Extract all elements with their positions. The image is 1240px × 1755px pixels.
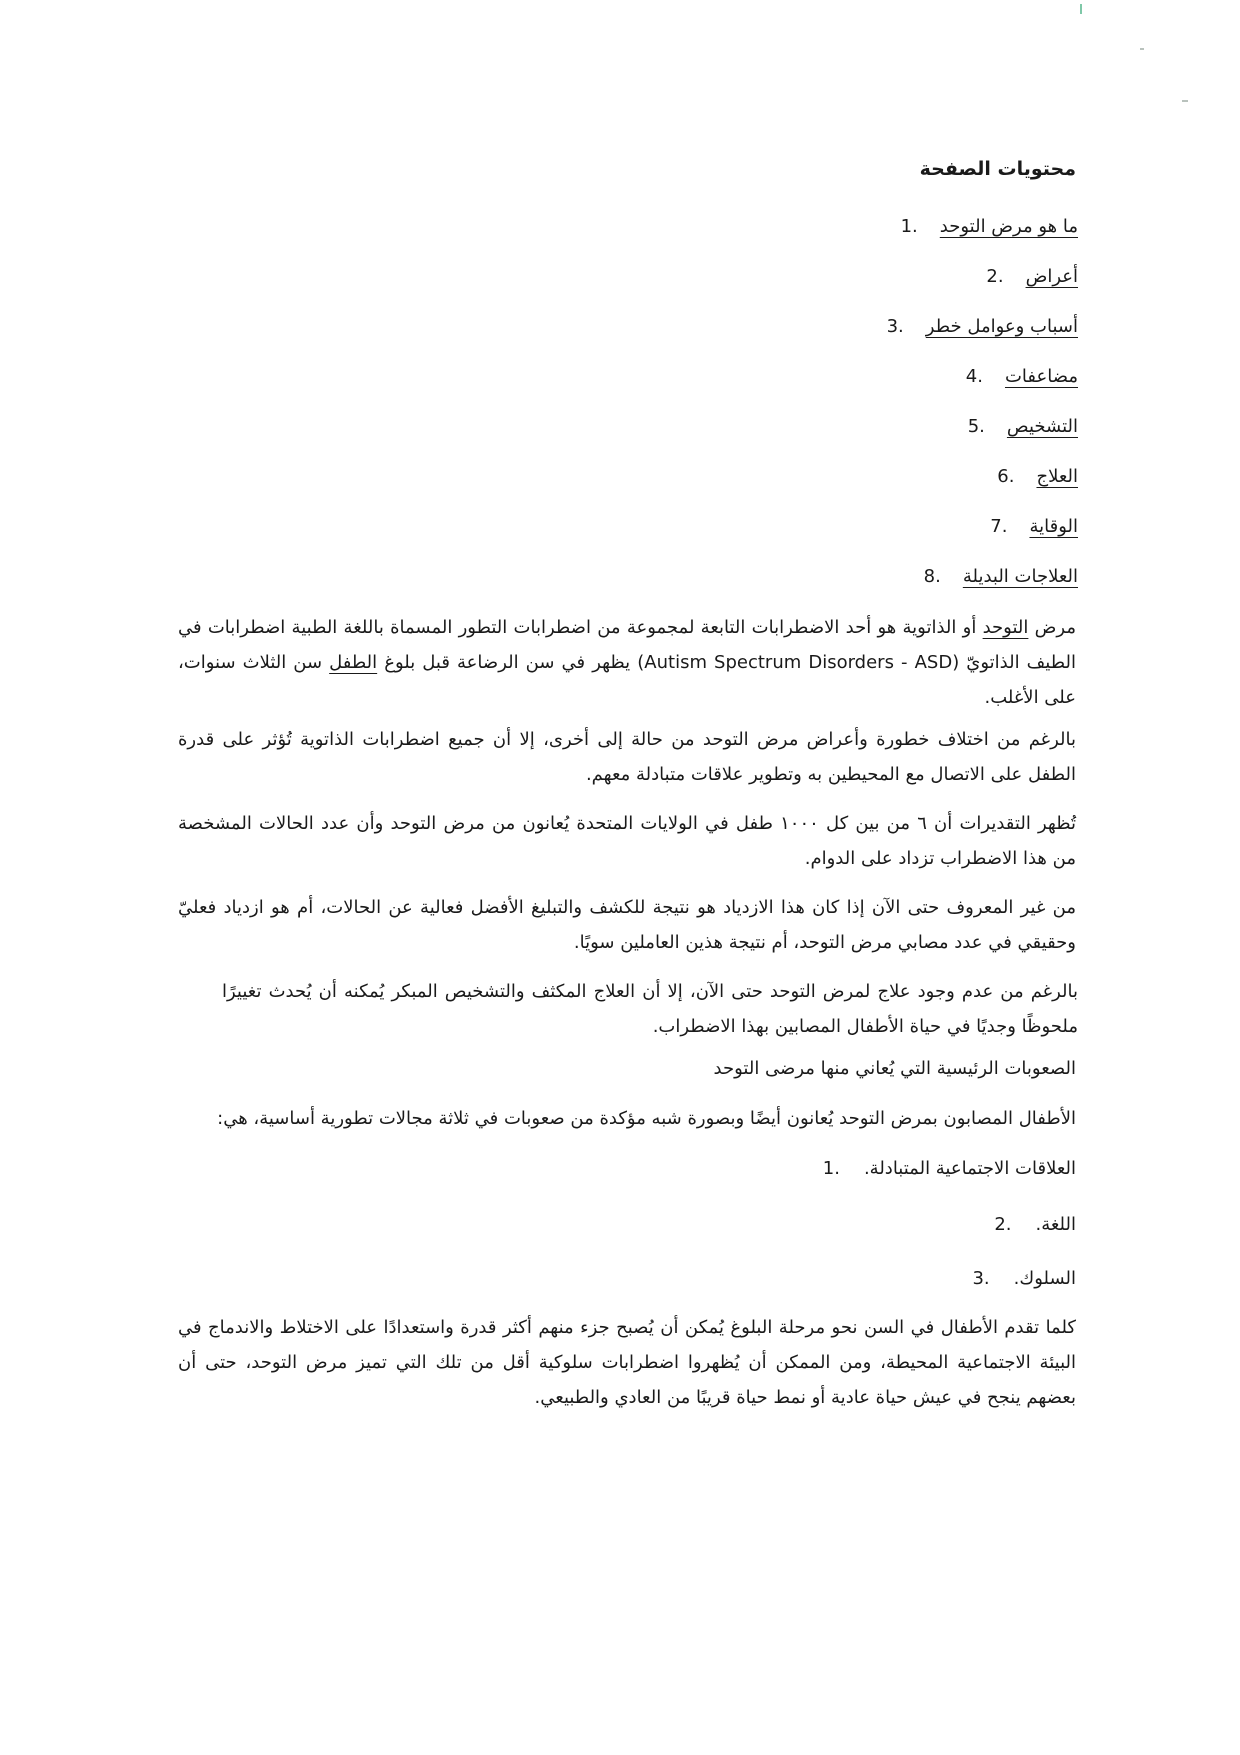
area-item-number: 2. (994, 1214, 1012, 1235)
toc-item-link[interactable]: ما هو مرض التوحد (939, 216, 1078, 237)
toc-item-link[interactable]: أسباب وعوامل خطر (925, 316, 1078, 337)
toc-item-link[interactable]: أعراض (1025, 266, 1078, 287)
scan-speck (1080, 4, 1082, 14)
toc-item-6[interactable] (997, 466, 1078, 487)
area-item-label: السلوك. (1013, 1268, 1076, 1289)
toc-item-link[interactable]: العلاج (1036, 466, 1078, 487)
area-item-label: اللغة. (1035, 1214, 1076, 1235)
toc-item-4[interactable] (966, 366, 1078, 387)
toc-title: محتويات الصفحة (919, 158, 1076, 180)
area-item-1 (823, 1158, 1076, 1179)
autism-link[interactable]: التوحد (982, 617, 1029, 638)
toc-item-8[interactable] (924, 566, 1078, 587)
toc-item-number: 8. (923, 566, 941, 587)
intro-text: أو الذاتوية هو أحد الاضطرابات التابعة لمجموعة من اضطرابات التطور المسماة باللغة الطبية اضطرابات في الطيف الذاتويّ (Autism Spectrum Disorders - ASD) يظهر في سن الرضاعة قبل بلوغ (178, 617, 1076, 673)
paragraph-increase: من غير المعروف حتى الآن إذا كان هذا الازدياد هو نتيجة للكشف والتبليغ الأفضل فعالية عن الحالات، أم هو ازدياد فعليّ وحقيقي في عدد مصابي مرض التوحد، أم نتيجة هذين العاملين سويًا. (178, 897, 1076, 953)
toc-item-link[interactable]: مضاعفات (1004, 366, 1078, 387)
toc-item-2[interactable] (986, 266, 1078, 287)
toc-item-1[interactable] (901, 216, 1078, 237)
scan-speck (1140, 48, 1144, 50)
paragraph-treatment: بالرغم من عدم وجود علاج لمرض التوحد حتى الآن، إلا أن العلاج المكثف والتشخيص المبكر يُمكنه أن يُحدث تغييرًا ملحوظًا وجديًا في حياة الأطفال المصابين بهذا الاضطراب. (222, 981, 1078, 1037)
paragraph-severity: بالرغم من اختلاف خطورة وأعراض مرض التوحد من حالة إلى أخرى، إلا أن جميع اضطرابات الذاتوية تُؤثر على قدرة الطفل على الاتصال مع المحيطين به وتطوير علاقات متبادلة معهم. (178, 729, 1076, 785)
area-item-3 (972, 1268, 1076, 1289)
toc-item-number: 2. (986, 266, 1004, 287)
area-item-label: العلاقات الاجتماعية المتبادلة. (863, 1158, 1076, 1179)
section-heading: الصعوبات الرئيسية التي يُعاني منها مرضى التوحد (713, 1058, 1076, 1079)
toc-item-link[interactable]: التشخيص (1006, 416, 1078, 437)
area-item-2 (994, 1214, 1076, 1235)
area-item-number: 3. (972, 1268, 990, 1289)
toc-item-number: 7. (990, 516, 1008, 537)
area-item-number: 1. (822, 1158, 840, 1179)
toc-item-link[interactable]: العلاجات البديلة (962, 566, 1078, 587)
toc-item-number: 1. (900, 216, 918, 237)
intro-paragraph (178, 610, 1076, 715)
toc-item-link[interactable]: الوقاية (1029, 516, 1078, 537)
toc-item-7[interactable] (990, 516, 1078, 537)
paragraph-adulthood: كلما تقدم الأطفال في السن نحو مرحلة البلوغ يُمكن أن يُصبح جزء منهم أكثر قدرة واستعدادًا على الاختلاط والاندماج في البيئة الاجتماعية المحيطة، ومن الممكن أن يُظهروا اضطرابات سلوكية أقل من تلك التي تميز مرض التوحد، حتى أن بعضهم ينجح في عيش حياة عادية أو نمط حياة قريبًا من العادي والطبيعي. (178, 1317, 1076, 1408)
toc-item-3[interactable] (887, 316, 1078, 337)
toc-item-number: 6. (997, 466, 1015, 487)
paragraph-statistics: تُظهر التقديرات أن ٦ من بين كل ١٠٠٠ طفل في الولايات المتحدة يُعانون من مرض التوحد وأن عدد الحالات المشخصة من هذا الاضطراب تزداد على الدوام. (178, 813, 1077, 869)
section-lead: الأطفال المصابون بمرض التوحد يُعانون أيضًا وبصورة شبه مؤكدة من صعوبات في ثلاثة مجالات تطورية أساسية، هي: (217, 1108, 1076, 1129)
child-link[interactable]: الطفل (329, 652, 378, 673)
toc-item-number: 3. (886, 316, 904, 337)
toc-item-5[interactable] (968, 416, 1078, 437)
intro-text-end: سن الثلاث سنوات، على الأغلب. (178, 652, 1076, 708)
intro-prefix: مرض (1028, 617, 1076, 638)
toc-item-number: 5. (967, 416, 985, 437)
scan-speck (1182, 100, 1188, 102)
toc-item-number: 4. (965, 366, 983, 387)
